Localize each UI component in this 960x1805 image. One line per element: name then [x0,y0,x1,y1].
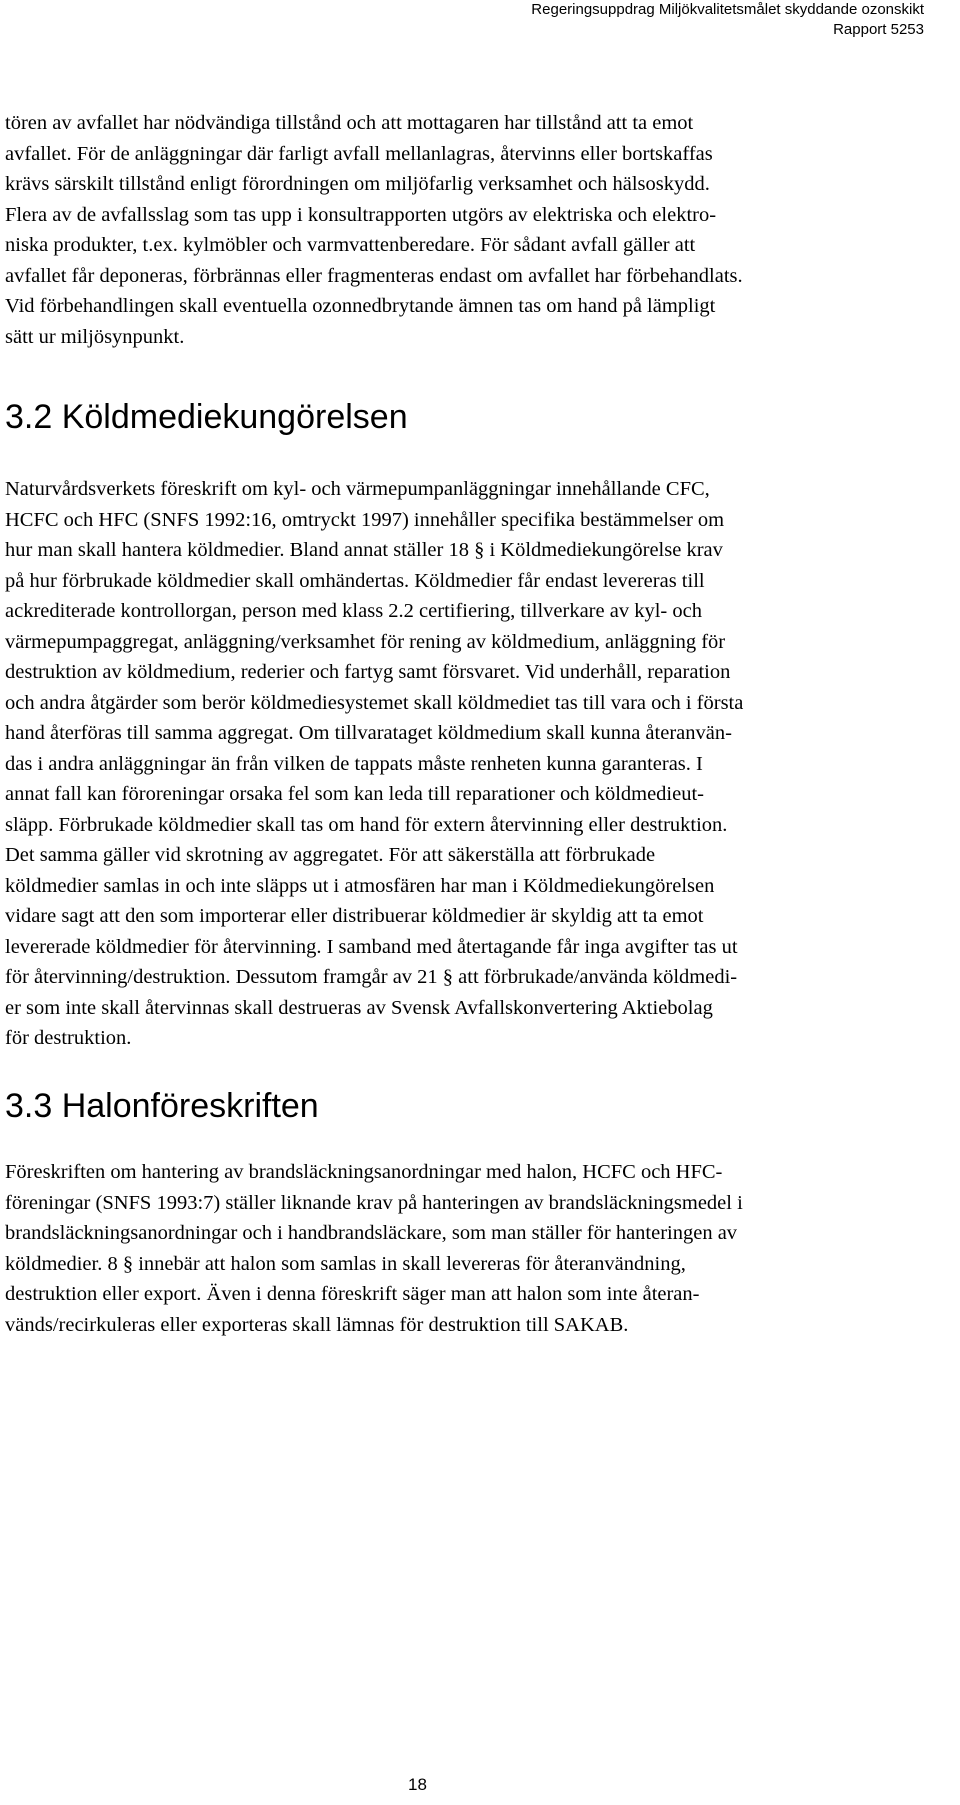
section-heading-3-2: 3.2 Köldmediekungörelsen [5,398,408,436]
text-line: vänds/recirkuleras eller exporteras skall lämnas för destruktion till SAKAB. [5,1313,629,1336]
section-heading-3-3: 3.3 Halonföreskriften [5,1087,319,1125]
text-line: för återvinning/destruktion. Dessutom framgår av 21 § att förbrukade/använda köldmedi- [5,966,738,988]
header-title: Regeringsuppdrag Miljökvalitetsmålet skyddande ozonskikt [531,1,924,18]
text-line: Naturvårdsverkets föreskrift om kyl- och värmepumpanläggningar innehållande CFC, [5,478,710,500]
text-line: vidare sagt att den som importerar eller distribuerar köldmedier är skyldig att ta emot [5,905,704,927]
paragraph-waste-permits [5,108,820,352]
text-line: köldmedier samlas in och inte släpps ut i atmosfären har man i Köldmediekungörelsen [5,874,715,897]
text-line: köldmedier. 8 § innebär att halon som samlas in skall levereras för återanvändning, [5,1252,686,1275]
text-line: Vid förbehandlingen skall eventuella ozonnedbrytande ämnen tas om hand på lämpligt [5,295,716,317]
text-line: annat fall kan föroreningar orsaka fel som kan leda till reparationer och köldmedieut- [5,783,705,805]
text-line: avfallet får deponeras, förbrännas eller fragmenteras endast om avfallet har förbehandlats. [5,264,743,287]
text-line: släpp. Förbrukade köldmedier skall tas om hand för extern återvinning eller destruktion. [5,813,728,836]
text-line: avfallet. För de anläggningar där farligt avfall mellanlagras, återvinns eller bortskaffas [5,142,713,165]
text-line: föreningar (SNFS 1993:7) ställer liknande krav på hanteringen av brandsläckningsmedel i [5,1191,743,1214]
paragraph-halon [5,1157,820,1340]
text-line: Flera av de avfallsslag som tas upp i konsultrapporten utgörs av elektriska och elektro- [5,203,717,226]
paragraph-refrigerants [5,474,820,1054]
text-line: hur man skall hantera köldmedier. Bland annat ställer 18 § i Köldmediekungörelse krav [5,539,723,561]
text-line: niska produkter, t.ex. kylmöbler och varmvattenberedare. För sådant avfall gäller att [5,234,696,256]
text-line: HCFC och HFC (SNFS 1992:16, omtryckt 1997) innehåller specifika bestämmelser om [5,508,725,531]
text-line: hand återföras till samma aggregat. Om tillvarataget köldmedium skall kunna återanvän- [5,722,732,744]
text-line: för destruktion. [5,1027,132,1049]
text-line: krävs särskilt tillstånd enligt förordningen om miljöfarlig verksamhet och hälsoskydd. [5,173,710,195]
text-line: destruktion eller export. Även i denna föreskrift säger man att halon som inte återan- [5,1283,700,1305]
text-line: på hur förbrukade köldmedier skall omhändertas. Köldmedier får endast levereras till [5,569,705,592]
text-line: ackrediterade kontrollorgan, person med klass 2.2 certifiering, tillverkare av kyl- och [5,600,702,622]
text-line: Föreskriften om hantering av brandsläckningsanordningar med halon, HCFC och HFC- [5,1161,723,1183]
text-line: och andra åtgärder som berör köldmediesystemet skall köldmediet tas till vara och i första [5,691,744,714]
text-line: Det samma gäller vid skrotning av aggregatet. För att säkerställa att förbrukade [5,844,656,866]
text-line: er som inte skall återvinnas skall destrueras av Svensk Avfallskonvertering Aktiebolag [5,996,713,1019]
header-report-number: Rapport 5253 [833,21,924,38]
text-line: värmepumpaggregat, anläggning/verksamhet för rening av köldmedium, anläggning för [5,630,726,653]
text-line: brandsläckningsanordningar och i handbrandsläckare, som man ställer för hanteringen av [5,1222,738,1244]
text-line: sätt ur miljösynpunkt. [5,325,185,348]
text-line: levererade köldmedier för återvinning. I samband med återtagande får inga avgifter tas ut [5,935,738,958]
running-header [531,0,924,40]
text-line: das i andra anläggningar än från vilken de tappats måste renheten kunna garanteras. I [5,752,703,775]
text-line: tören av avfallet har nödvändiga tillstånd och att mottagaren har tillstånd att ta emot [5,112,694,134]
page-number: 18 [408,1775,427,1794]
text-line: destruktion av köldmedium, rederier och fartyg samt försvaret. Vid underhåll, reparation [5,661,731,683]
